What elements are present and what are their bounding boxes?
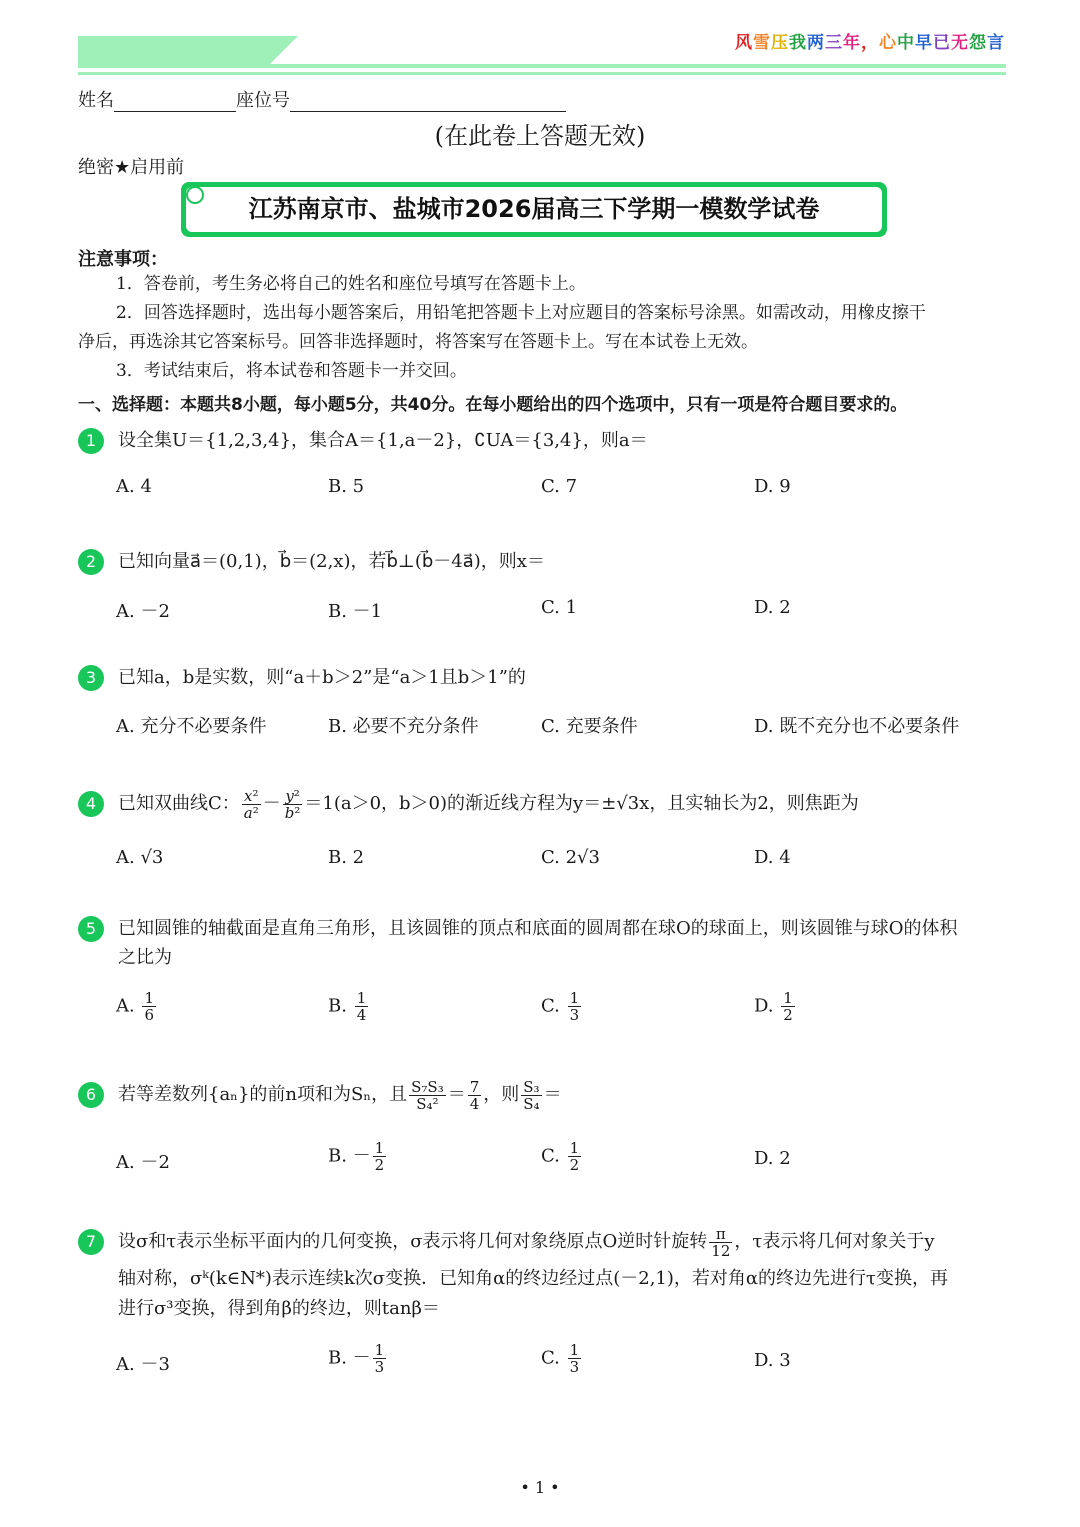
numerator: 1 xyxy=(356,989,367,1007)
option-c: C. 充要条件 xyxy=(541,716,638,737)
slogan-char: 怨 xyxy=(969,33,987,53)
option-a: A. －2 xyxy=(116,601,170,622)
option-label: C. xyxy=(541,1347,560,1369)
option-label: B. － xyxy=(328,1145,371,1167)
option-c: C. 1 xyxy=(541,597,578,618)
question-number: 4 xyxy=(78,791,104,817)
section-title: 一、选择题：本题共8小题，每小题5分，共40分。在每小题给出的四个选项中，只有一项是符合题目要求的。 xyxy=(78,395,908,415)
fraction: $\frac{\text{S₃}}{\text{S₄}}$ xyxy=(523,1077,540,1113)
slogan-char: 中 xyxy=(897,33,915,53)
header-slogan xyxy=(735,28,1005,53)
option-label: B. － xyxy=(328,1347,371,1369)
question-number: 6 xyxy=(78,1082,104,1108)
option-b: B. 5 xyxy=(328,476,365,497)
option-label: A. xyxy=(116,995,135,1017)
question-text-suffix: ＝1(a＞0，b＞0)的渐近线方程为y＝±√3x，且实轴长为2，则焦距为 xyxy=(304,793,859,814)
question-number: 1 xyxy=(78,428,104,454)
question-text-part1: 设σ和τ表示坐标平面内的几何变换，σ表示将几何对象绕原点O逆时针旋转 xyxy=(118,1231,708,1252)
question-text-suffix: ＝ xyxy=(543,1084,562,1105)
note-item: 1．答卷前，考生务必将自己的姓名和座位号填写在答题卡上。 xyxy=(116,274,586,294)
fraction: $\frac{\text{S₇S₃}}{\text{S₄²}}$ xyxy=(411,1077,444,1113)
denominator: 2 xyxy=(783,1006,793,1024)
option-label: B. xyxy=(328,995,347,1017)
name-row xyxy=(78,86,566,112)
question-text-eq: ＝ xyxy=(447,1084,466,1105)
option-d: D. 2 xyxy=(754,1148,791,1169)
option-a xyxy=(116,990,158,1023)
question-text: 已知a，b是实数，则“a＋b＞2”是“a＞1且b＞1”的 xyxy=(118,667,526,688)
option-d: D. 4 xyxy=(754,847,791,868)
header-line-2 xyxy=(78,72,1006,75)
header-line xyxy=(78,64,1006,68)
fraction: $\frac{\text{x²}}{\text{a²}}$ xyxy=(243,786,259,822)
note-item: 2．回答选择题时，选出每小题答案后，用铅笔把答题卡上对应题目的答案标号涂黑。如需改动，用橡皮擦干 xyxy=(116,303,926,323)
fraction: $\frac{\pi}{12}$ xyxy=(711,1224,731,1260)
option-b xyxy=(328,1342,388,1375)
question-text: 已知向量a⃗＝(0,1)，b⃗＝(2,x)，若b⃗⊥(b⃗－4a⃗)，则x＝ xyxy=(118,551,545,572)
invalid-notice: (在此卷上答题无效) xyxy=(434,122,646,150)
question-text: 设全集U＝{1,2,3,4}，集合A＝{1,a－2}，∁UA＝{3,4}，则a＝ xyxy=(118,430,648,451)
denominator: 4 xyxy=(356,1006,367,1024)
fraction xyxy=(355,990,369,1023)
fraction: $\frac{1}{2}$ xyxy=(374,1139,385,1174)
numerator: 1 xyxy=(144,989,155,1007)
note-item: 净后，再选涂其它答案标号。回答非选择题时，将答案写在答题卡上。写在本试卷上无效。 xyxy=(78,332,758,352)
option-b: B. 2 xyxy=(328,847,365,868)
fraction: $\frac{\text{y²}}{\text{b²}}$ xyxy=(284,786,301,822)
fraction: $\frac{7}{4}$ xyxy=(469,1077,480,1113)
slogan-char: 年 xyxy=(843,33,861,53)
option-label: C. xyxy=(541,1145,560,1167)
fraction xyxy=(781,990,795,1023)
secret-label: 绝密★启用前 xyxy=(78,157,185,178)
option-label: D. xyxy=(754,995,774,1017)
slogan-char: 压 xyxy=(771,33,789,53)
slogan-char: 已 xyxy=(933,33,951,53)
option-d: D. 9 xyxy=(754,476,791,497)
option-d: D. 2 xyxy=(754,597,791,618)
question-text-then: ，则 xyxy=(483,1084,520,1105)
option-c xyxy=(541,1140,583,1173)
option-c: C. 2√3 xyxy=(541,847,600,868)
question-text-line2: 轴对称，σᵏ(k∈N*)表示连续k次σ变换．已知角α的终边经过点(－2,1)，若对角α的终边先进行τ变换，再 xyxy=(118,1268,949,1289)
option-d: D. 3 xyxy=(754,1350,791,1371)
question-text-line2: 之比为 xyxy=(118,947,172,968)
slogan-char: 两 xyxy=(807,33,825,53)
slogan-char: 心 xyxy=(879,33,897,53)
slogan-char: 风 xyxy=(735,33,753,53)
question-text-line3: 进行σ³变换，得到角β的终边，则tanβ＝ xyxy=(118,1298,440,1319)
option-b: B. 必要不充分条件 xyxy=(328,716,479,737)
question-text: 已知双曲线C： $\frac{\text{x²}}{\text{a²}}$ － $\frac{\text{y²}}{\text{b²}}$ ＝1(a＞0，b＞0)的渐近线方程为y＝±√3x，且实轴长为2，则焦距为 xyxy=(118,786,859,822)
question-text-part2: ，τ表示将几何对象关于y xyxy=(734,1231,935,1252)
option-label: C. xyxy=(541,995,560,1017)
denominator: 6 xyxy=(144,1006,155,1024)
option-c: C. 7 xyxy=(541,476,578,497)
question-number: 3 xyxy=(78,665,104,691)
exam-title: 江苏南京市、盐城市2026届高三下学期一模数学试卷 xyxy=(248,195,820,223)
page-number: • 1 • xyxy=(520,1478,560,1497)
slogan-char: 三 xyxy=(825,33,843,53)
option-a: A. √3 xyxy=(116,847,164,868)
question-text-prefix: 若等差数列{aₙ}的前n项和为Sₙ，且 xyxy=(118,1084,408,1105)
option-c xyxy=(541,990,583,1023)
option-c xyxy=(541,1342,583,1375)
fraction: $\frac{1}{2}$ xyxy=(569,1139,580,1174)
option-b xyxy=(328,1140,388,1173)
numerator: 1 xyxy=(783,989,793,1007)
question-text: 已知圆锥的轴截面是直角三角形，且该圆锥的顶点和底面的圆周都在球O的球面上，则该圆锥与球O的体积 xyxy=(118,918,958,939)
question-text xyxy=(118,1072,562,1118)
option-a: A. 4 xyxy=(116,476,152,497)
option-d xyxy=(754,990,797,1023)
option-a: A. －3 xyxy=(116,1354,170,1375)
numerator: 1 xyxy=(569,989,580,1007)
question-text xyxy=(118,1220,935,1264)
seat-label: 座位号 xyxy=(236,90,290,111)
name-blank xyxy=(114,93,236,112)
seat-blank xyxy=(290,93,566,112)
slogan-char: 雪 xyxy=(753,33,771,53)
denominator: 3 xyxy=(569,1006,580,1024)
slogan-char: 言 xyxy=(987,33,1005,53)
fraction xyxy=(142,990,156,1023)
question-number: 5 xyxy=(78,916,104,942)
slogan-char: 我 xyxy=(789,33,807,53)
slogan-char: ， xyxy=(861,33,879,53)
notes-title: 注意事项： xyxy=(78,249,168,270)
fraction xyxy=(568,990,582,1023)
option-b xyxy=(328,990,370,1023)
fraction: $\frac{1}{3}$ xyxy=(569,1341,580,1376)
option-a: A. 充分不必要条件 xyxy=(116,716,267,737)
question-number: 7 xyxy=(78,1229,104,1255)
slogan-char: 早 xyxy=(915,33,933,53)
question-text-prefix: 已知双曲线C： xyxy=(118,793,240,814)
option-d: D. 既不充分也不必要条件 xyxy=(754,716,960,737)
fraction: $\frac{1}{3}$ xyxy=(374,1341,385,1376)
option-a: A. －2 xyxy=(116,1152,170,1173)
option-b: B. －1 xyxy=(328,601,383,622)
question-number: 2 xyxy=(78,549,104,575)
pencil-icon xyxy=(838,188,878,224)
name-label: 姓名 xyxy=(78,90,114,111)
note-item: 3．考试结束后，将本试卷和答题卡一并交回。 xyxy=(116,361,467,381)
slogan-char: 无 xyxy=(951,33,969,53)
